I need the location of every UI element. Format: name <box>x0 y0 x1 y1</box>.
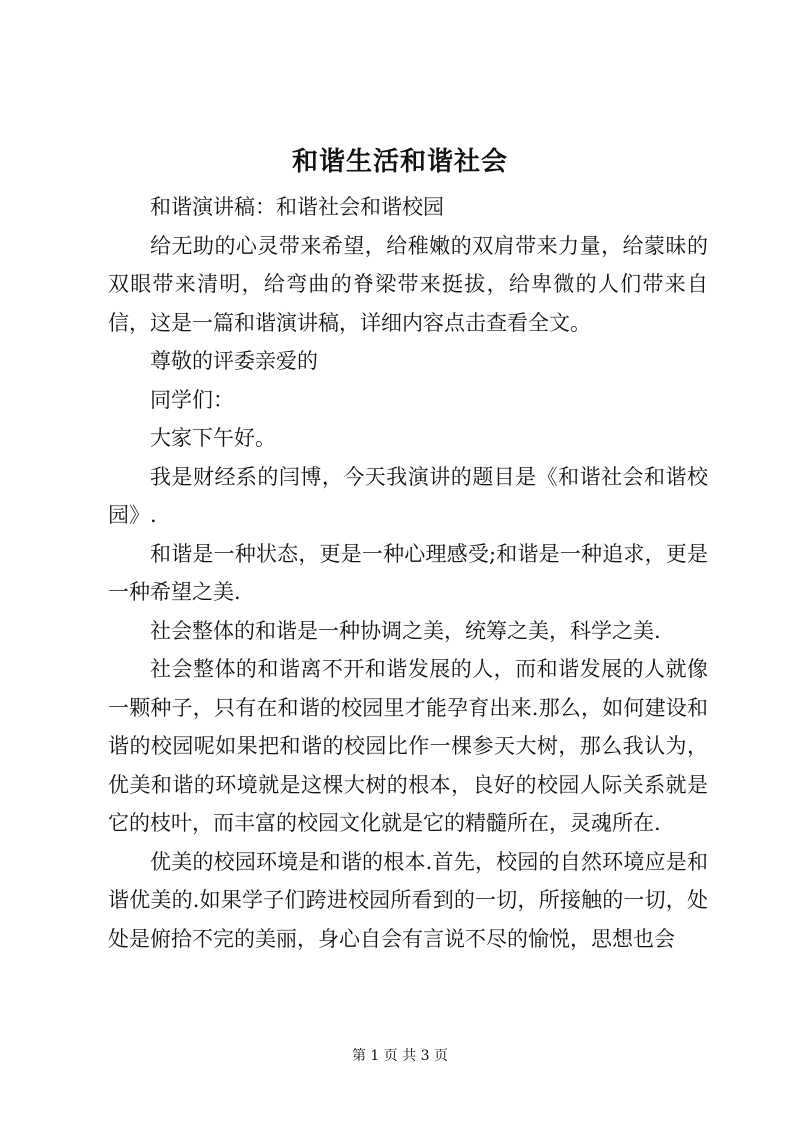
paragraph-intro: 给无助的心灵带来希望，给稚嫩的双肩带来力量，给蒙昧的双眼带来清明，给弯曲的脊梁带来挺拔，给卑微的人们带来自信，这是一篇和谐演讲稿，详细内容点击查看全文。 <box>108 233 708 335</box>
paragraph-social-harmony: 社会整体的和谐是一种协调之美，统筹之美，科学之美. <box>150 618 661 643</box>
paragraph-speaker-intro: 我是财经系的闫博，今天我演讲的题目是《和谐社会和谐校园》. <box>108 464 708 527</box>
paragraph-harmony-definition: 和谐是一种状态，更是一种心理感受;和谐是一种追求，更是一种希望之美. <box>108 541 708 604</box>
paragraph-harmonious-campus: 社会整体的和谐离不开和谐发展的人，而和谐发展的人就像一颗种子，只有在和谐的校园里才能孕育出来.那么，如何建设和谐的校园呢如果把和谐的校园比作一棵参天大树，那么我认为，优美和谐的环境就是这棵大树的根本，良好的校园人际关系就是它的枝叶，而丰富的校园文化就是它的精髓所在，灵魂所在. <box>108 657 708 835</box>
page-footer: 第 1 页 共 3 页 <box>351 1048 449 1064</box>
paragraph-salutation: 尊敬的评委亲爱的 <box>150 349 318 373</box>
paragraph-subtitle: 和谐演讲稿：和谐社会和谐校园 <box>150 195 444 219</box>
document-title: 和谐生活和谐社会 <box>291 147 508 177</box>
paragraph-campus-environment: 优美的校园环境是和谐的根本.首先，校园的自然环境应是和谐优美的.如果学子们跨进校园所看到的一切，所接触的一切，处处是俯拾不完的美丽，身心自会有言说不尽的愉悦，思想也会 <box>108 849 708 951</box>
paragraph-greeting: 大家下午好。 <box>150 426 276 450</box>
paragraph-salutation-cont: 同学们： <box>150 387 234 412</box>
document-body <box>108 188 708 958</box>
